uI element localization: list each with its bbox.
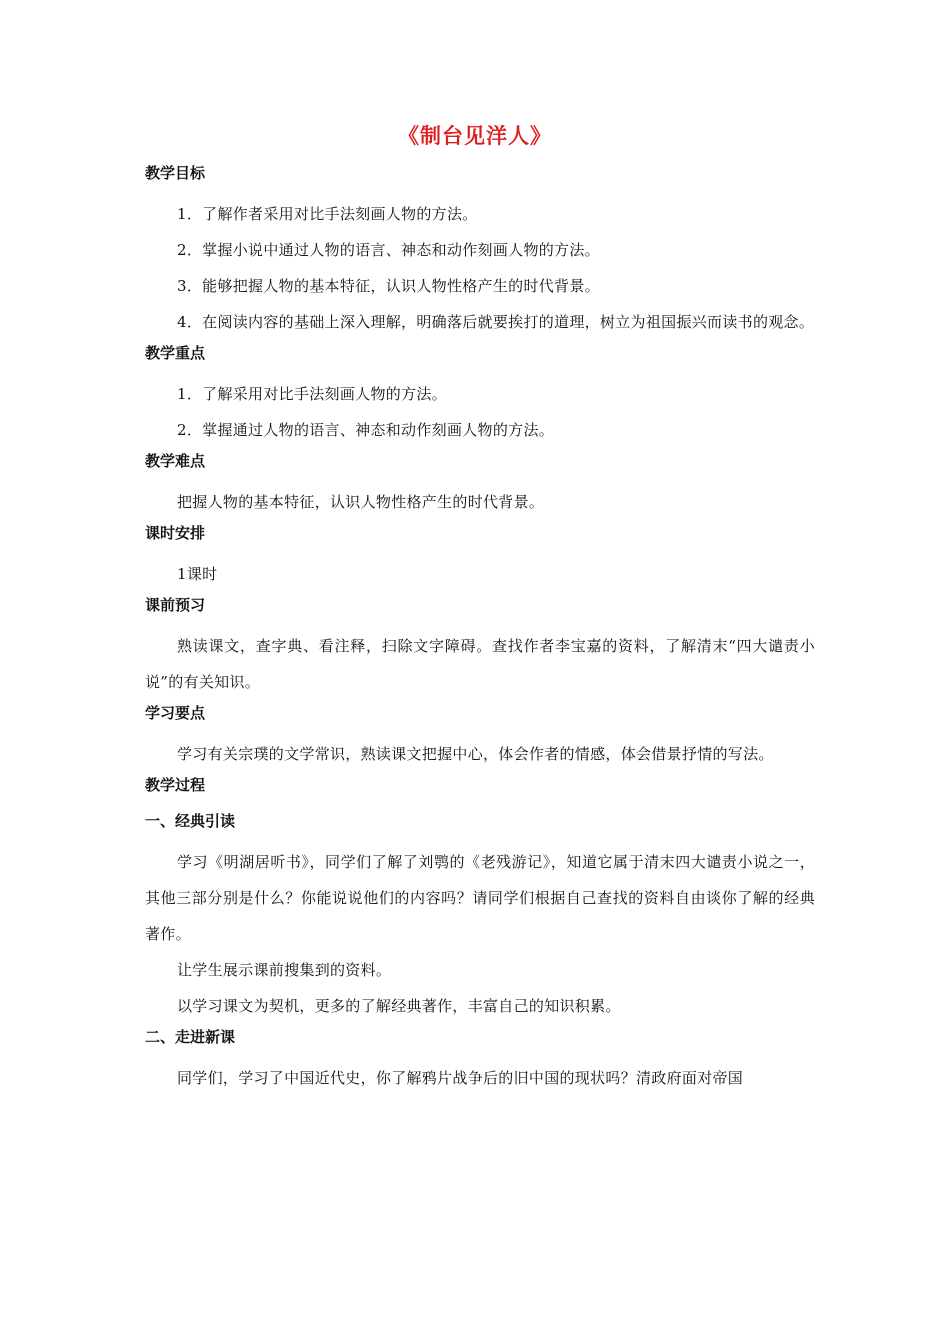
paragraph: 1．了解作者采用对比手法刻画人物的方法。 [177, 205, 478, 223]
paragraph: 把握人物的基本特征，认识人物性格产生的时代背景。 [177, 493, 545, 511]
section-heading: 二、走进新课 [145, 1028, 236, 1046]
section-heading: 一、经典引读 [145, 812, 236, 830]
section-heading: 学习要点 [145, 704, 206, 722]
section-heading: 教学难点 [145, 452, 206, 470]
section-heading: 课前预习 [145, 596, 206, 614]
paragraph: 让学生展示课前搜集到的资料。 [177, 961, 392, 979]
paragraph: 学习《明湖居听书》，同学们了解了刘鹗的《老残游记》，知道它属于清末四大谴责小说之一，其他三部分别是什么？你能说说他们的内容吗？请同学们根据自己查找的资料自由谈你了解的经典著作。 [145, 853, 815, 943]
paragraph: 学习有关宗璞的文学常识，熟读课文把握中心，体会作者的情感，体会借景抒情的写法。 [177, 745, 774, 763]
paragraph: 熟读课文，查字典、看注释，扫除文字障碍。查找作者李宝嘉的资料，了解清末“四大谴责小说”的有关知识。 [145, 637, 815, 691]
paragraph: 1课时 [177, 565, 218, 583]
section-heading: 教学目标 [145, 164, 206, 182]
paragraph: 2．掌握小说中通过人物的语言、神态和动作刻画人物的方法。 [177, 241, 600, 259]
paragraph: 以学习课文为契机，更多的了解经典著作，丰富自己的知识积累。 [177, 997, 621, 1015]
document-title: 《制台见洋人》 [398, 124, 552, 148]
paragraph: 1．了解采用对比手法刻画人物的方法。 [177, 385, 447, 403]
section-heading: 教学重点 [145, 344, 206, 362]
paragraph: 2．掌握通过人物的语言、神态和动作刻画人物的方法。 [177, 421, 555, 439]
paragraph: 4．在阅读内容的基础上深入理解，明确落后就要挨打的道理，树立为祖国振兴而读书的观念。 [177, 313, 815, 331]
section-heading: 课时安排 [145, 524, 206, 542]
section-heading: 教学过程 [145, 776, 206, 794]
paragraph: 同学们，学习了中国近代史，你了解鸦片战争后的旧中国的现状吗？清政府面对帝国 [177, 1069, 744, 1087]
paragraph: 3．能够把握人物的基本特征，认识人物性格产生的时代背景。 [177, 277, 600, 295]
document-body [145, 160, 815, 1096]
